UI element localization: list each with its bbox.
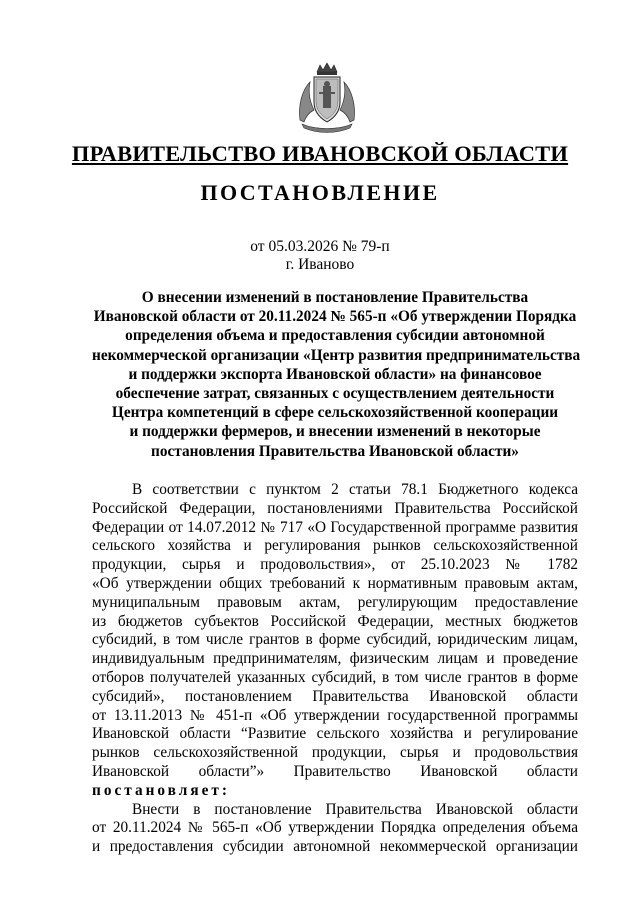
city: г. Иваново: [285, 256, 355, 273]
body-line: от 13.11.2013 № 451-п «Об утверждении государственной программы: [92, 706, 578, 724]
body-line: «Об утверждении общих требований к нормативным правовым актам,: [92, 574, 578, 592]
subject-line: Центра компетенций в сфере сельскохозяйственной кооперации: [111, 404, 559, 422]
body-line: отборов получателей указанных субсидий, в том числе грантов в форме: [92, 668, 578, 686]
body-line: субсидий, в том числе грантов в форме субсидий, юридическим лицам,: [92, 631, 578, 649]
document-body: [92, 481, 578, 857]
body-line: индивидуальным предпринимателям, физическим лицам и проведение: [92, 650, 578, 668]
resolves-word: постановляет:: [92, 781, 230, 799]
subject-line: некоммерческой организации «Центр развития предпринимательства: [92, 346, 581, 364]
document-type: ПОСТАНОВЛЕНИЕ: [200, 180, 440, 205]
body-line: Российской Федерации, постановлениями Правительства Российской: [92, 499, 578, 517]
body-line: сельского хозяйства и регулирования рынков сельскохозяйственной: [92, 537, 578, 555]
date-number: от 05.03.2026 № 79-п: [250, 238, 390, 255]
body-line: муниципальным правовым актам, регулирующим предоставление: [92, 593, 578, 611]
document-subject: [92, 288, 581, 461]
subject-line: обеспечение затрат, связанных с осуществлением деятельности: [115, 385, 555, 403]
subject-line: Ивановской области от 20.11.2024 № 565-п «Об утверждении Порядка: [93, 308, 577, 326]
body-line: Федерации от 14.07.2012 № 717 «О Государственной программе развития: [92, 518, 578, 536]
body-line: продукции, сырья и продовольствия», от 25.10.2023 № 1782: [92, 556, 578, 574]
body-line: Ивановской области “Развитие сельского хозяйства и регулирование: [92, 725, 578, 743]
body-line: Ивановской области”» Правительство Ивановской области: [92, 762, 578, 780]
body-line: субсидий», постановлением Правительства Ивановской области: [92, 687, 578, 705]
subject-line: и поддержки экспорта Ивановской области» на финансовое: [128, 365, 542, 383]
ivanovo-coat-of-arms-icon: [296, 62, 358, 134]
subject-line: О внесении изменений в постановление Правительства: [141, 289, 529, 306]
body-line: из бюджетов субъектов Российской Федерации, местных бюджетов: [92, 612, 578, 630]
body-line: рынков сельскохозяйственной продукции, сырья и продовольствия: [92, 744, 578, 762]
government-title: ПРАВИТЕЛЬСТВО ИВАНОВСКОЙ ОБЛАСТИ: [71, 141, 569, 166]
body-line: В соответствии с пунктом 2 статьи 78.1 Бюджетного кодекса: [132, 481, 578, 498]
subject-line: постановления Правительства Ивановской области»: [151, 442, 519, 460]
body-line: от 20.11.2024 № 565-п «Об утверждении Порядка определения объема: [92, 819, 578, 837]
subject-line: и поддержки фермеров, и внесении изменений в некоторые: [129, 423, 541, 441]
body-line: Внести в постановление Правительства Ивановской области: [132, 800, 578, 818]
subject-line: определения объема и предоставления субсидии автономной: [125, 327, 545, 345]
body-line: и предоставления субсидии автономной некоммерческой организации: [92, 838, 578, 856]
